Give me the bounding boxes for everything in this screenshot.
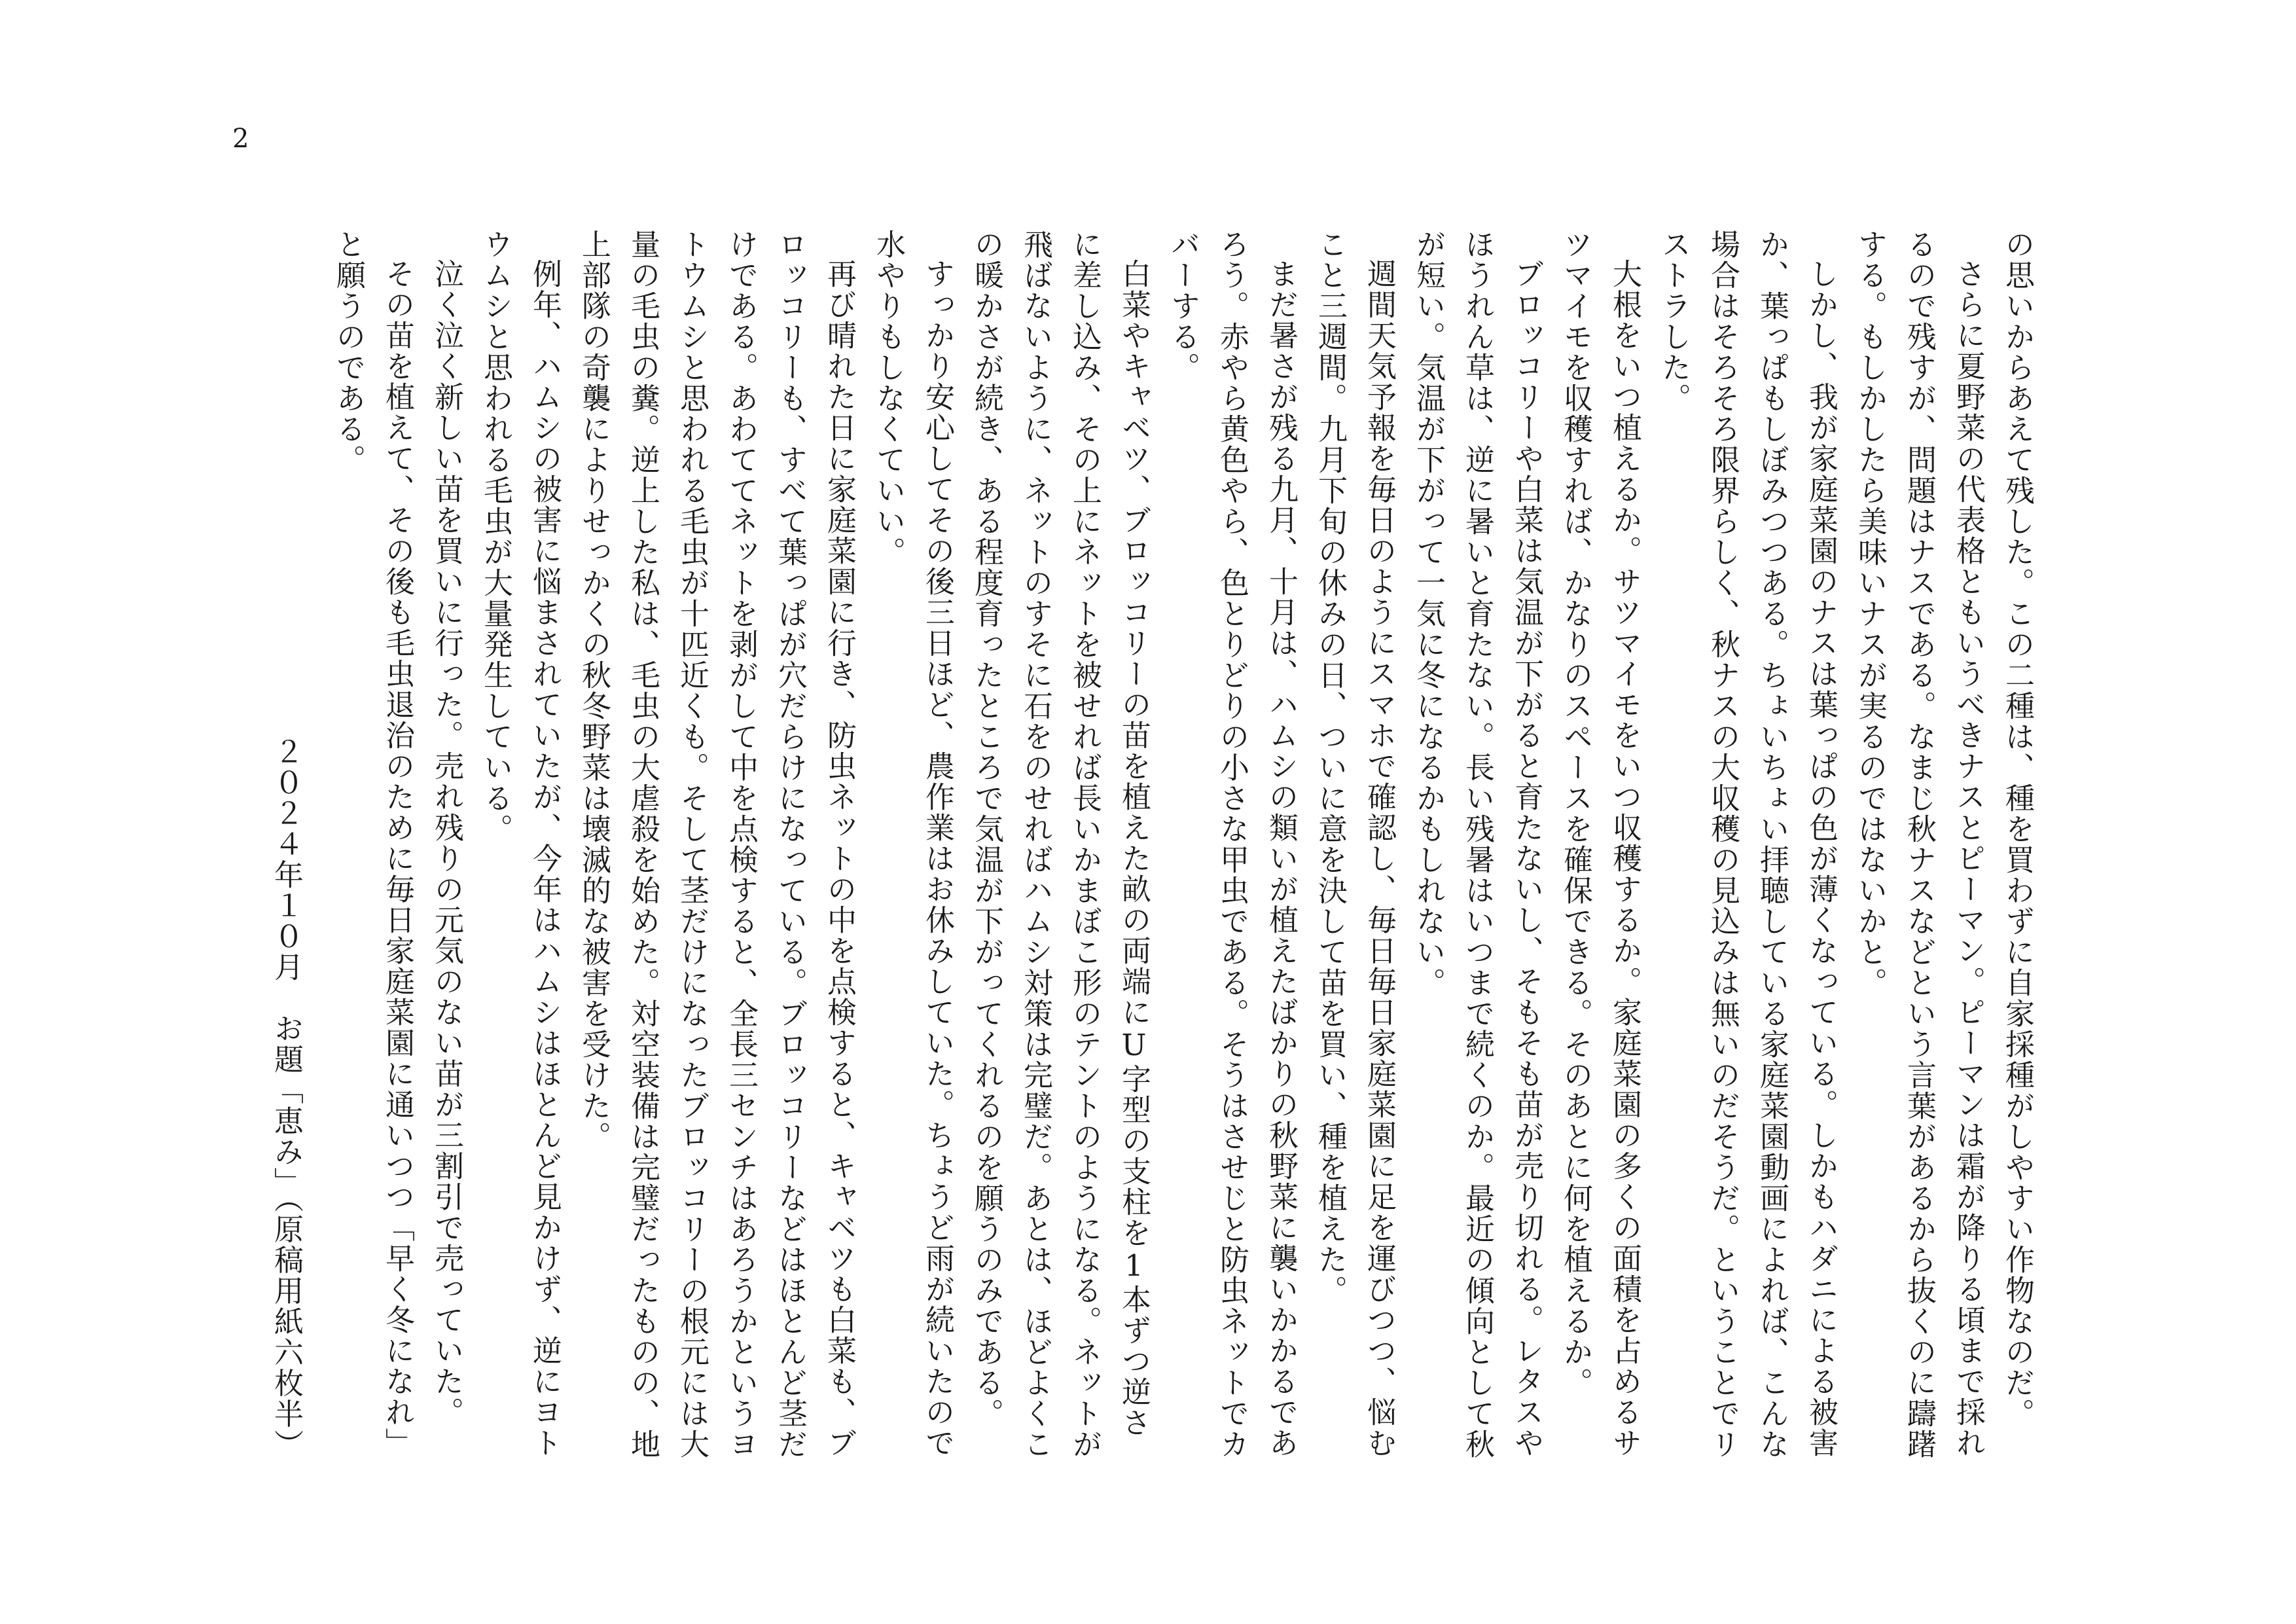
paragraph: まだ暑さが残る九月、十月は、ハムシの類いが植えたばかりの秋野菜に襲いかかるであろう。赤やら黄色やら、色とりどりの小さな甲虫である。そうはさせじと防虫ネットでカバーする。 <box>1166 229 1299 1460</box>
paragraph: 例年、ハムシの被害に悩まされていたが、今年はハムシはほとんど見かけず、逆にヨトウムシと思われる毛虫が大量発生している。 <box>478 229 562 1458</box>
paragraph: 週間天気予報を毎日のようにスマホで確認し、毎日毎日家庭菜園に足を運びつつ、悩むこと三週間。九月下旬の休みの日、ついに意を決して苗を買い、種を植えた。 <box>1313 229 1397 1458</box>
paragraph: さらに夏野菜の代表格ともいうべきナスとピーマン。ピーマンは霜が降りる頃まで採れるので残すが、問題はナスである。なまじ秋ナスなどという言葉があるから抜くのに躊躇する。もしかしたら美味いナスが実るのではないかと。 <box>1853 229 1986 1460</box>
paragraph: の思いからあえて残した。この二種は、種を買わずに自家採種がしやすい作物なのだ。 <box>2000 229 2035 1429</box>
paragraph: 大根をいつ植えるか。サツマイモをいつ収穫するか。家庭菜園の多くの面積を占めるサツマイモを収穫すれば、かなりのスペースを確保できる。そのあとに何を植えるか。 <box>1558 229 1642 1458</box>
paragraph: 泣く泣く新しい苗を買いに行った。売れ残りの元気のない苗が三割引で売っていた。 <box>429 259 464 1428</box>
manuscript-body <box>269 229 2042 1460</box>
date-and-topic-line: ２０２４年１０月 お題「恵み」（原稿用紙六枚半） <box>269 736 304 1460</box>
page-number: 2 <box>232 124 249 154</box>
paragraph: しかし、我が家庭菜園のナスは葉っぱの色が薄くなっている。しかもハダニによる被害か、葉っぱもしぼみつつある。ちょいちょい拝聴している家庭菜園動画によれば、こんな場合はそろそろ限界らしく、秋ナスの大収穫の見込みは無いのだそうだ。ということでリストラした。 <box>1657 229 1839 1460</box>
paragraph: ブロッコリーや白菜は気温が下がると育たないし、そもそも苗が売り切れる。レタスやほうれん草は、逆に暑いと育たない。長い残暑はいつまで続くのか。最近の傾向として秋が短い。気温が下がって一気に冬になるかもしれない。 <box>1411 229 1544 1460</box>
paragraph: すっかり安心してその後三日ほど、農作業はお休みしていた。ちょうど雨が続いたので水やりもしなくていい。 <box>871 229 955 1458</box>
paragraph: 白菜やキャベツ、ブロッコリーの苗を植えた畝の両端にU字型の支柱を1本ずつ逆さに差し込み、その上にネットを被せれば長いかまぼこ形のテントのようになる。ネットが飛ばないように、ネットのすそに石をのせればハムシ対策は完璧だ。あとは、ほどよくこの暖かさが続き、ある程度育ったところで気温が下がってくれるのを願うのみである。 <box>969 229 1151 1460</box>
paragraph: その苗を植えて、その後も毛虫退治のために毎日家庭菜園に通いつつ「早く冬になれ」と願うのである。 <box>331 229 415 1458</box>
paragraph: 再び晴れた日に家庭菜園に行き、防虫ネットの中を点検すると、キャベツも白菜も、ブロッコリーも、すべて葉っぱが穴だらけになっている。ブロッコリーなどはほとんど茎だけである。あわててネットを剥がして中を点検すると、全長三センチはあろうかというヨトウムシと思われる毛虫が十匹近くも。そして茎だけになったブロッコリーの根元には大量の毛虫の糞。逆上した私は、毛虫の大虐殺を始めた。対空装備は完璧だったものの、地上部隊の奇襲によりせっかくの秋冬野菜は壊滅的な被害を受けた。 <box>577 229 857 1460</box>
